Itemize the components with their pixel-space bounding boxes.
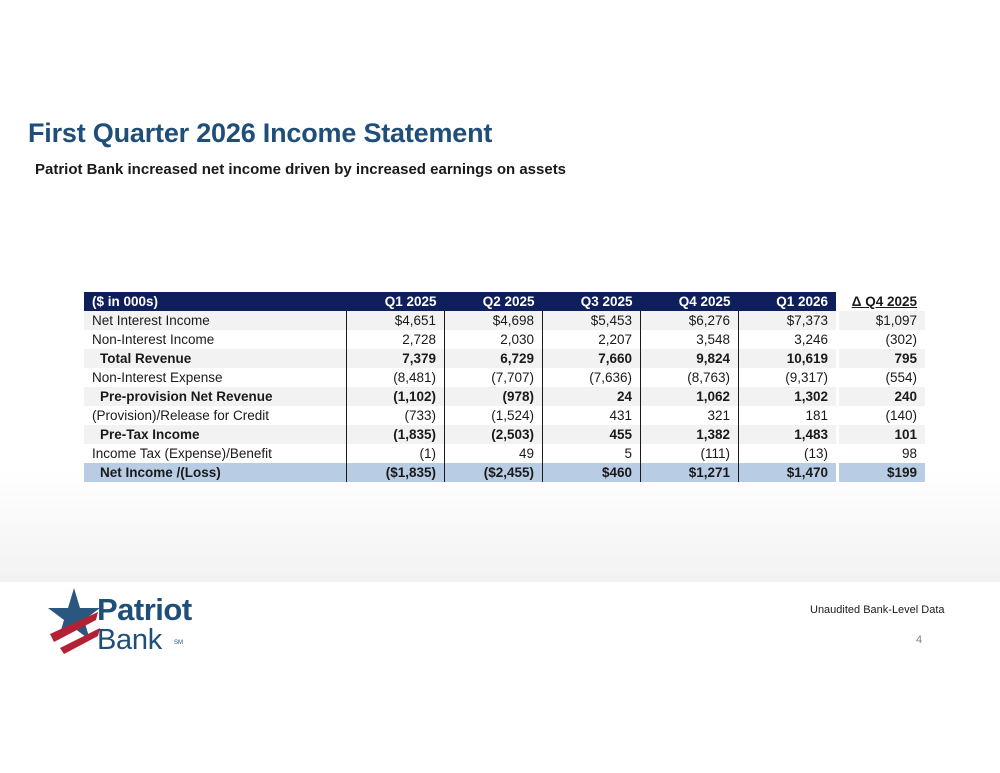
table-cell: 455	[543, 425, 641, 444]
patriot-bank-logo	[46, 586, 216, 666]
table-header-row	[84, 292, 925, 311]
delta-cell: (140)	[885, 408, 917, 423]
delta-cell: (554)	[885, 370, 917, 385]
table-cell: 5	[543, 444, 641, 463]
table-cell: $1,470	[739, 463, 837, 482]
table-row	[84, 311, 925, 330]
income-statement-table	[84, 292, 926, 482]
delta-cell: (302)	[885, 332, 917, 347]
table-cell: (1,835)	[347, 425, 445, 444]
table-cell: 431	[543, 406, 641, 425]
table-cell: 2,728	[347, 330, 445, 349]
row-label: Total Revenue	[84, 349, 347, 368]
delta-cell: 98	[901, 446, 917, 461]
table-cell: 10,619	[739, 349, 837, 368]
delta-cell: $1,097	[839, 311, 925, 330]
table-cell: ($1,835)	[347, 463, 445, 482]
table-cell: (7,636)	[543, 368, 641, 387]
page-gradient	[0, 470, 1000, 582]
table-cell: (1)	[347, 444, 445, 463]
table-cell: 3,246	[739, 330, 837, 349]
table-cell: 1,062	[641, 387, 739, 406]
row-label: Pre-Tax Income	[84, 425, 347, 444]
table-cell: 2,207	[543, 330, 641, 349]
table-cell: $4,698	[445, 311, 543, 330]
table-cell: 3,548	[641, 330, 739, 349]
table-row	[84, 444, 925, 463]
row-label: Pre-provision Net Revenue	[84, 387, 347, 406]
logo-wordmark-line2: Bank	[97, 624, 162, 656]
table-cell: $460	[543, 463, 641, 482]
table-cell: 49	[445, 444, 543, 463]
table-row	[84, 330, 925, 349]
table-cell: $6,276	[641, 311, 739, 330]
delta-cell: 101	[839, 425, 925, 444]
delta-cell: 795	[839, 349, 925, 368]
row-label: (Provision)/Release for Credit	[92, 408, 270, 423]
column-header: ($ in 000s)	[84, 292, 347, 311]
table-cell: (2,503)	[445, 425, 543, 444]
footnote: Unaudited Bank-Level Data	[810, 604, 945, 616]
page-title: First Quarter 2026 Income Statement	[28, 118, 493, 148]
table-cell: 1,382	[641, 425, 739, 444]
table-cell: (9,317)	[739, 368, 837, 387]
table-cell: $4,651	[347, 311, 445, 330]
table-cell: 1,483	[739, 425, 837, 444]
star-icon	[46, 586, 102, 656]
table-cell: 2,030	[445, 330, 543, 349]
table-cell: (8,763)	[641, 368, 739, 387]
logo-wordmark-line1: Patriot	[97, 592, 192, 627]
table-row-subtotal	[84, 349, 925, 368]
table-cell: (733)	[347, 406, 445, 425]
table-cell: 181	[739, 406, 837, 425]
delta-cell: $199	[839, 463, 925, 482]
table-cell: 9,824	[641, 349, 739, 368]
column-header: Q3 2025	[543, 292, 641, 311]
column-header: Q2 2025	[445, 292, 543, 311]
row-label: Net Income /(Loss)	[84, 463, 347, 482]
page-number: 4	[916, 634, 923, 646]
column-header: Q1 2025	[347, 292, 445, 311]
table-cell: 1,302	[739, 387, 837, 406]
table-row-net-income	[84, 463, 925, 482]
row-label: Non-Interest Income	[92, 332, 215, 347]
delta-cell: 240	[839, 387, 925, 406]
table-cell: $7,373	[739, 311, 837, 330]
table-cell: (7,707)	[445, 368, 543, 387]
page-subtitle: Patriot Bank increased net income driven by increased earnings on assets	[35, 161, 567, 178]
table-cell: 7,379	[347, 349, 445, 368]
table-cell: 321	[641, 406, 739, 425]
table-row-subtotal	[84, 425, 925, 444]
table-cell: (13)	[739, 444, 837, 463]
column-header-delta: Δ Q4 2025	[839, 292, 925, 311]
table-cell: (111)	[641, 444, 739, 463]
table-cell: (8,481)	[347, 368, 445, 387]
row-label: Net Interest Income	[84, 311, 347, 330]
table-cell: (1,102)	[347, 387, 445, 406]
row-label: Income Tax (Expense)/Benefit	[92, 446, 272, 461]
table-cell: $1,271	[641, 463, 739, 482]
column-header: Q1 2026	[739, 292, 837, 311]
table-row	[84, 406, 925, 425]
table-cell: 6,729	[445, 349, 543, 368]
row-label: Non-Interest Expense	[92, 370, 223, 385]
table-row	[84, 368, 925, 387]
table-cell: 7,660	[543, 349, 641, 368]
table-cell: (1,524)	[445, 406, 543, 425]
table-cell: $5,453	[543, 311, 641, 330]
table-cell: ($2,455)	[445, 463, 543, 482]
column-header: Q4 2025	[641, 292, 739, 311]
table-cell: (978)	[445, 387, 543, 406]
logo-service-mark: SM	[174, 640, 183, 646]
table-row-subtotal	[84, 387, 925, 406]
table-cell: 24	[543, 387, 641, 406]
